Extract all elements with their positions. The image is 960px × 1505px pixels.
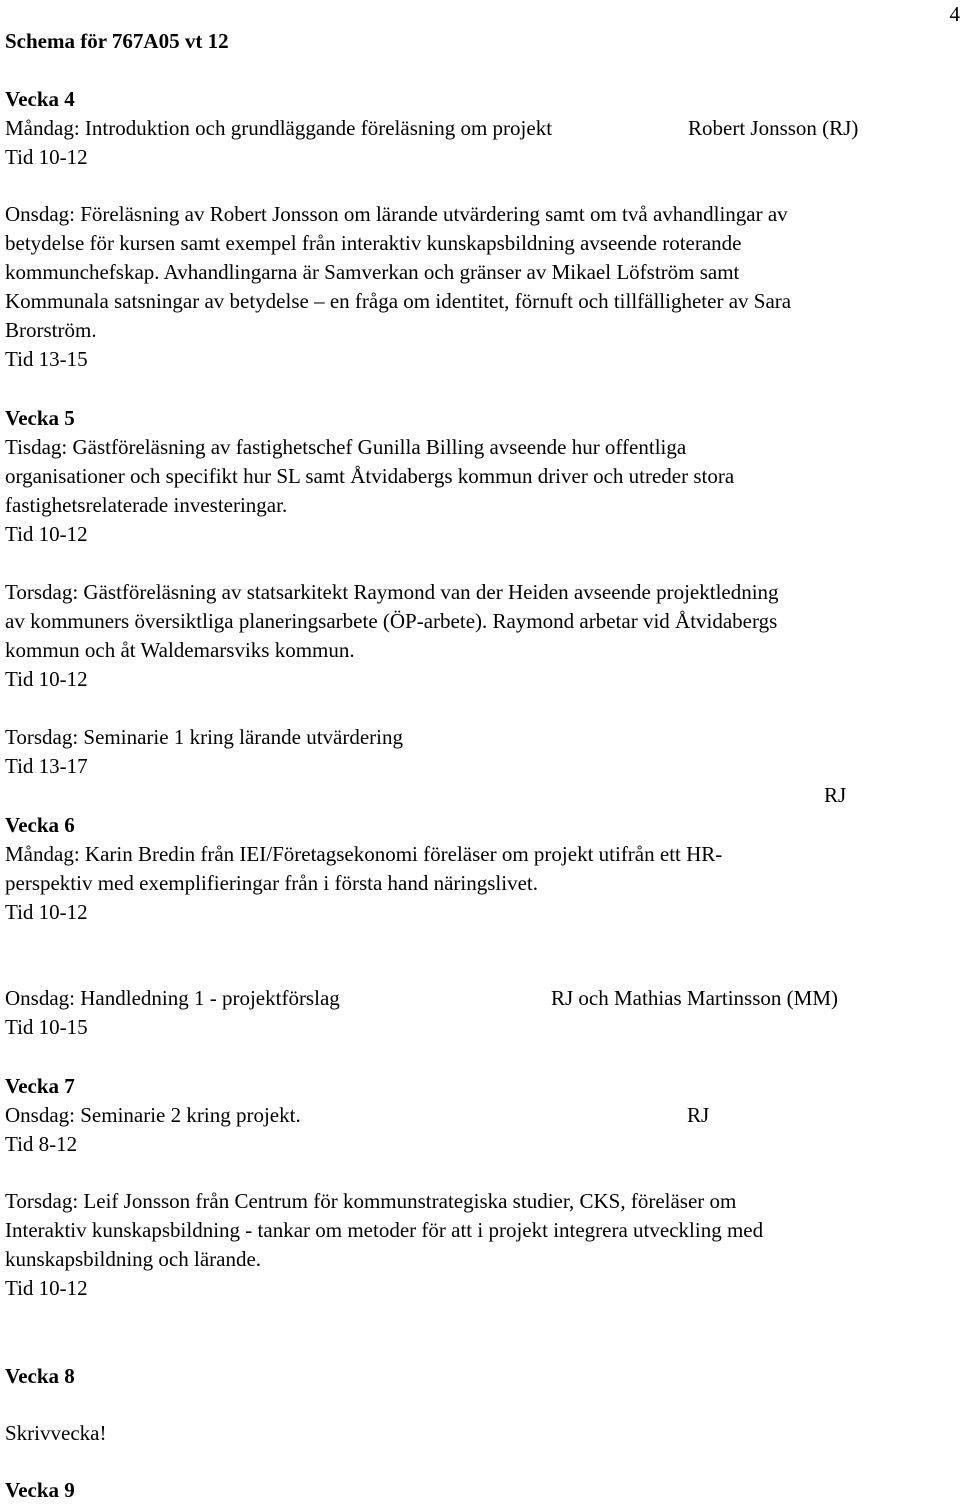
week-7-thursday-line-3: kunskapsbildning och lärande.	[5, 1245, 261, 1274]
week-6-wednesday-time: Tid 10-15	[5, 1013, 88, 1042]
week-6-monday-line-1: Måndag: Karin Bredin från IEI/Företagsekonomi föreläser om projekt utifrån ett HR-	[5, 840, 722, 869]
week-5-seminar-time: Tid 13-17	[5, 752, 88, 781]
week-5-tuesday-line-1: Tisdag: Gästföreläsning av fastighetschef Gunilla Billing avseende hur offentliga	[5, 433, 686, 462]
schedule-title: Schema för 767A05 vt 12	[5, 27, 229, 56]
week-5-seminar-teacher: RJ	[824, 781, 846, 810]
week-4-wednesday-time: Tid 13-15	[5, 345, 88, 374]
week-5-thursday-time: Tid 10-12	[5, 665, 88, 694]
week-6-heading: Vecka 6	[5, 811, 75, 840]
week-6-wednesday-teacher: RJ och Mathias Martinsson (MM)	[551, 984, 838, 1013]
week-8-heading: Vecka 8	[5, 1362, 75, 1391]
week-7-thursday-line-1: Torsdag: Leif Jonsson från Centrum för kommunstrategiska studier, CKS, föreläser om	[5, 1187, 736, 1216]
week-6-monday-time: Tid 10-12	[5, 898, 88, 927]
week-4-monday-time: Tid 10-12	[5, 143, 88, 172]
week-5-tuesday-time: Tid 10-12	[5, 520, 88, 549]
week-5-tuesday-line-2: organisationer och specifikt hur SL samt Åtvidabergs kommun driver och utreder stora	[5, 462, 734, 491]
week-5-thursday-line-1: Torsdag: Gästföreläsning av statsarkitekt Raymond van der Heiden avseende projektledning	[5, 578, 779, 607]
week-5-seminar-line: Torsdag: Seminarie 1 kring lärande utvärdering	[5, 723, 403, 752]
week-5-heading: Vecka 5	[5, 404, 75, 433]
week-4-wednesday-line-2: betydelse för kursen samt exempel från interaktiv kunskapsbildning avseende roterande	[5, 229, 742, 258]
week-4-wednesday-line-4: Kommunala satsningar av betydelse – en fråga om identitet, förnuft och tillfälligheter av Sara	[5, 287, 791, 316]
week-5-thursday-line-2: av kommuners översiktliga planeringsarbete (ÖP-arbete). Raymond arbetar vid Åtvidabergs	[5, 607, 777, 636]
week-5-tuesday-line-3: fastighetsrelaterade investeringar.	[5, 491, 287, 520]
week-4-wednesday-line-5: Brorström.	[5, 316, 97, 345]
week-8-note: Skrivvecka!	[5, 1419, 106, 1448]
week-4-wednesday-line-1: Onsdag: Föreläsning av Robert Jonsson om lärande utvärdering samt om två avhandlingar av	[5, 200, 788, 229]
week-7-thursday-time: Tid 10-12	[5, 1274, 88, 1303]
week-6-wednesday-line: Onsdag: Handledning 1 - projektförslag	[5, 984, 340, 1013]
week-7-wednesday-teacher: RJ	[687, 1101, 709, 1130]
week-4-wednesday-line-3: kommunchefskap. Avhandlingarna är Samverkan och gränser av Mikael Löfström samt	[5, 258, 739, 287]
week-7-wednesday-line: Onsdag: Seminarie 2 kring projekt.	[5, 1101, 301, 1130]
week-6-monday-line-2: perspektiv med exemplifieringar från i första hand näringslivet.	[5, 869, 538, 898]
week-9-heading: Vecka 9	[5, 1476, 75, 1505]
week-7-heading: Vecka 7	[5, 1072, 75, 1101]
week-4-heading: Vecka 4	[5, 85, 75, 114]
week-7-thursday-line-2: Interaktiv kunskapsbildning - tankar om metoder för att i projekt integrera utveckling med	[5, 1216, 763, 1245]
page-number: 4	[950, 0, 960, 29]
week-7-wednesday-time: Tid 8-12	[5, 1130, 77, 1159]
week-5-thursday-line-3: kommun och åt Waldemarsviks kommun.	[5, 636, 355, 665]
week-4-monday-teacher: Robert Jonsson (RJ)	[688, 114, 858, 143]
week-4-monday-line: Måndag: Introduktion och grundläggande föreläsning om projekt	[5, 114, 552, 143]
